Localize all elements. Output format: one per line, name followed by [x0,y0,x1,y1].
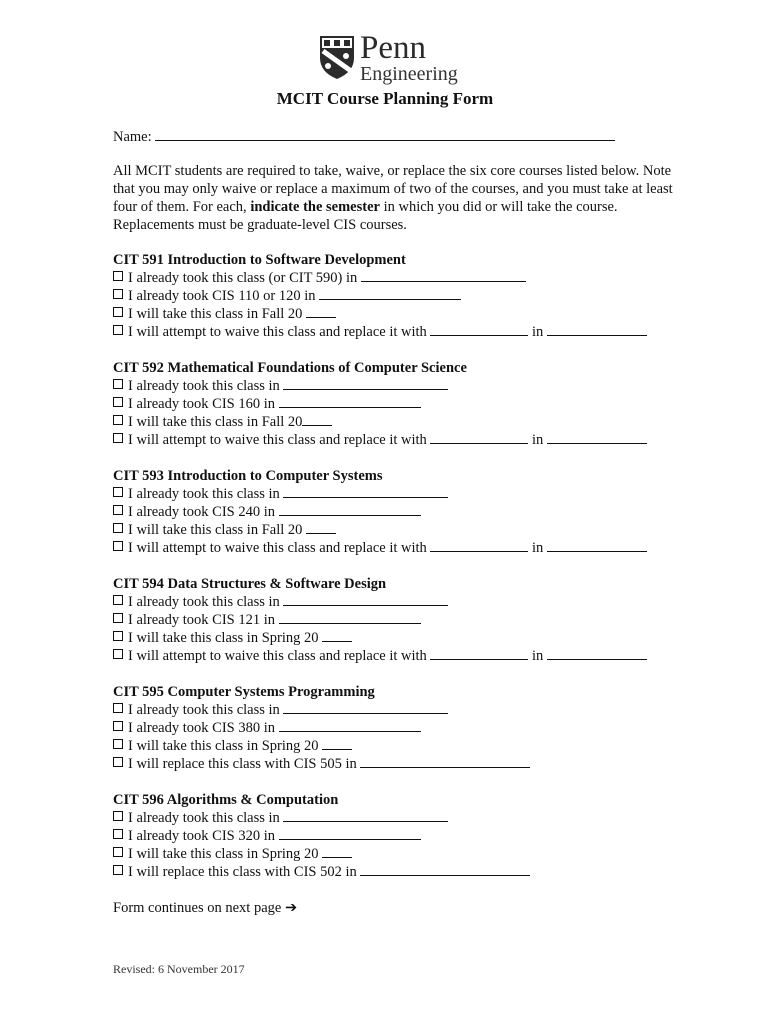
logo-text-penn: Penn [360,30,426,66]
semester-field[interactable] [279,719,421,732]
semester-field[interactable] [360,755,530,768]
revision-date: Revised: 6 November 2017 [113,962,245,976]
option-label: I already took this class in [128,486,280,502]
page-title: MCIT Course Planning Form [276,89,494,108]
option-row [113,827,673,845]
checkbox[interactable] [113,433,123,443]
option-label: I already took CIS 121 in [128,612,275,628]
replacement-course-field[interactable] [430,323,528,336]
checkbox[interactable] [113,595,123,605]
name-field[interactable] [155,126,615,141]
year-field[interactable] [322,737,352,750]
checkbox[interactable] [113,271,123,281]
name-label: Name: [113,129,152,145]
option-row [113,611,673,629]
year-field[interactable] [322,629,352,642]
option-label: I will take this class in Fall 20 [128,414,303,430]
option-row [113,629,673,647]
semester-field[interactable] [279,503,421,516]
option-row [113,395,673,413]
option-label: I will take this class in Spring 20 [128,846,319,862]
option-label: I will replace this class with CIS 505 in [128,756,357,772]
in-word: in [532,432,544,448]
semester-field[interactable] [279,611,421,624]
option-label: I already took this class in [128,378,280,394]
replacement-course-field[interactable] [430,431,528,444]
option-row [113,737,673,755]
option-row [113,269,673,287]
checkbox[interactable] [113,325,123,335]
name-row [113,126,615,146]
intro-text-1: All MCIT students are required to take, waive, or replace the six core courses listed below. Note that you may only waive or replace a maximum of two of the courses, and you must take at least four of them. For each, [113,163,673,215]
year-field[interactable] [302,413,332,426]
semester-field[interactable] [547,647,647,660]
option-row [113,845,673,863]
section-heading: CIT 591 Introduction to Software Development [113,252,406,268]
option-row [113,323,673,341]
option-label: I already took CIS 320 in [128,828,275,844]
option-row [113,539,673,557]
semester-field[interactable] [283,377,448,390]
checkbox[interactable] [113,649,123,659]
in-word: in [532,540,544,556]
option-label: I will take this class in Spring 20 [128,738,319,754]
option-row [113,755,673,773]
option-row [113,431,673,449]
option-label: I already took CIS 160 in [128,396,275,412]
section-heading: CIT 595 Computer Systems Programming [113,684,375,700]
logo-text-engineering: Engineering [360,63,458,85]
checkbox[interactable] [113,829,123,839]
semester-field[interactable] [547,539,647,552]
checkbox[interactable] [113,757,123,767]
checkbox[interactable] [113,523,123,533]
semester-field[interactable] [283,485,448,498]
checkbox[interactable] [113,631,123,641]
option-label: I already took CIS 240 in [128,504,275,520]
semester-field[interactable] [283,593,448,606]
semester-field[interactable] [279,395,421,408]
section-heading: CIT 596 Algorithms & Computation [113,792,339,808]
semester-field[interactable] [547,323,647,336]
section-heading: CIT 593 Introduction to Computer Systems [113,468,383,484]
checkbox[interactable] [113,505,123,515]
continue-text: Form continues on next page [113,900,282,916]
semester-field[interactable] [361,269,526,282]
checkbox[interactable] [113,307,123,317]
penn-engineering-logo [318,30,458,86]
penn-shield-icon [318,34,356,80]
replacement-course-field[interactable] [430,647,528,660]
year-field[interactable] [306,521,336,534]
checkbox[interactable] [113,703,123,713]
semester-field[interactable] [360,863,530,876]
option-row [113,701,673,719]
arrow-right-icon: ➔ [284,900,298,916]
checkbox[interactable] [113,739,123,749]
option-label: I will take this class in Spring 20 [128,630,319,646]
option-row [113,809,673,827]
checkbox[interactable] [113,397,123,407]
option-label: I will take this class in Fall 20 [128,306,303,322]
checkbox[interactable] [113,379,123,389]
section-cit-592 [113,359,673,449]
semester-field[interactable] [547,431,647,444]
checkbox[interactable] [113,721,123,731]
option-label: I will attempt to waive this class and replace it with [128,540,427,556]
option-label: I will attempt to waive this class and replace it with [128,432,427,448]
checkbox[interactable] [113,289,123,299]
option-label: I will take this class in Fall 20 [128,522,303,538]
section-heading: CIT 592 Mathematical Foundations of Computer Science [113,360,467,376]
section-cit-596 [113,791,673,881]
option-row [113,305,673,323]
option-label: I already took this class in [128,702,280,718]
option-row [113,377,673,395]
option-row [113,863,673,881]
semester-field[interactable] [279,827,421,840]
checkbox[interactable] [113,865,123,875]
option-row [113,413,673,431]
option-label: I already took this class in [128,810,280,826]
replacement-course-field[interactable] [430,539,528,552]
option-label: I already took CIS 110 or 120 in [128,288,316,304]
semester-field[interactable] [319,287,461,300]
checkbox[interactable] [113,415,123,425]
option-row [113,719,673,737]
option-label: I will replace this class with CIS 502 in [128,864,357,880]
option-label: I will attempt to waive this class and replace it with [128,648,427,664]
section-heading: CIT 594 Data Structures & Software Design [113,576,387,592]
option-row [113,593,673,611]
option-label: I already took this class in [128,594,280,610]
checkbox[interactable] [113,613,123,623]
intro-text-bold: indicate the semester [250,199,380,215]
year-field[interactable] [306,305,336,318]
in-word: in [532,324,544,340]
checkbox[interactable] [113,847,123,857]
checkbox[interactable] [113,541,123,551]
option-label: I already took this class (or CIT 590) in [128,270,358,286]
form-continues-note [113,900,297,917]
option-row [113,503,673,521]
semester-field[interactable] [283,701,448,714]
option-row [113,485,673,503]
semester-field[interactable] [283,809,448,822]
intro-paragraph [113,162,673,234]
section-cit-593 [113,467,673,557]
section-cit-595 [113,683,673,773]
checkbox[interactable] [113,487,123,497]
section-cit-591 [113,251,673,341]
section-cit-594 [113,575,673,665]
option-label: I already took CIS 380 in [128,720,275,736]
intro-text-2: in which you did or will take the course. Replacements must be graduate-level CIS courses. [113,199,618,233]
year-field[interactable] [322,845,352,858]
option-row [113,647,673,665]
option-row [113,287,673,305]
option-row [113,521,673,539]
checkbox[interactable] [113,811,123,821]
in-word: in [532,648,544,664]
option-label: I will attempt to waive this class and replace it with [128,324,427,340]
